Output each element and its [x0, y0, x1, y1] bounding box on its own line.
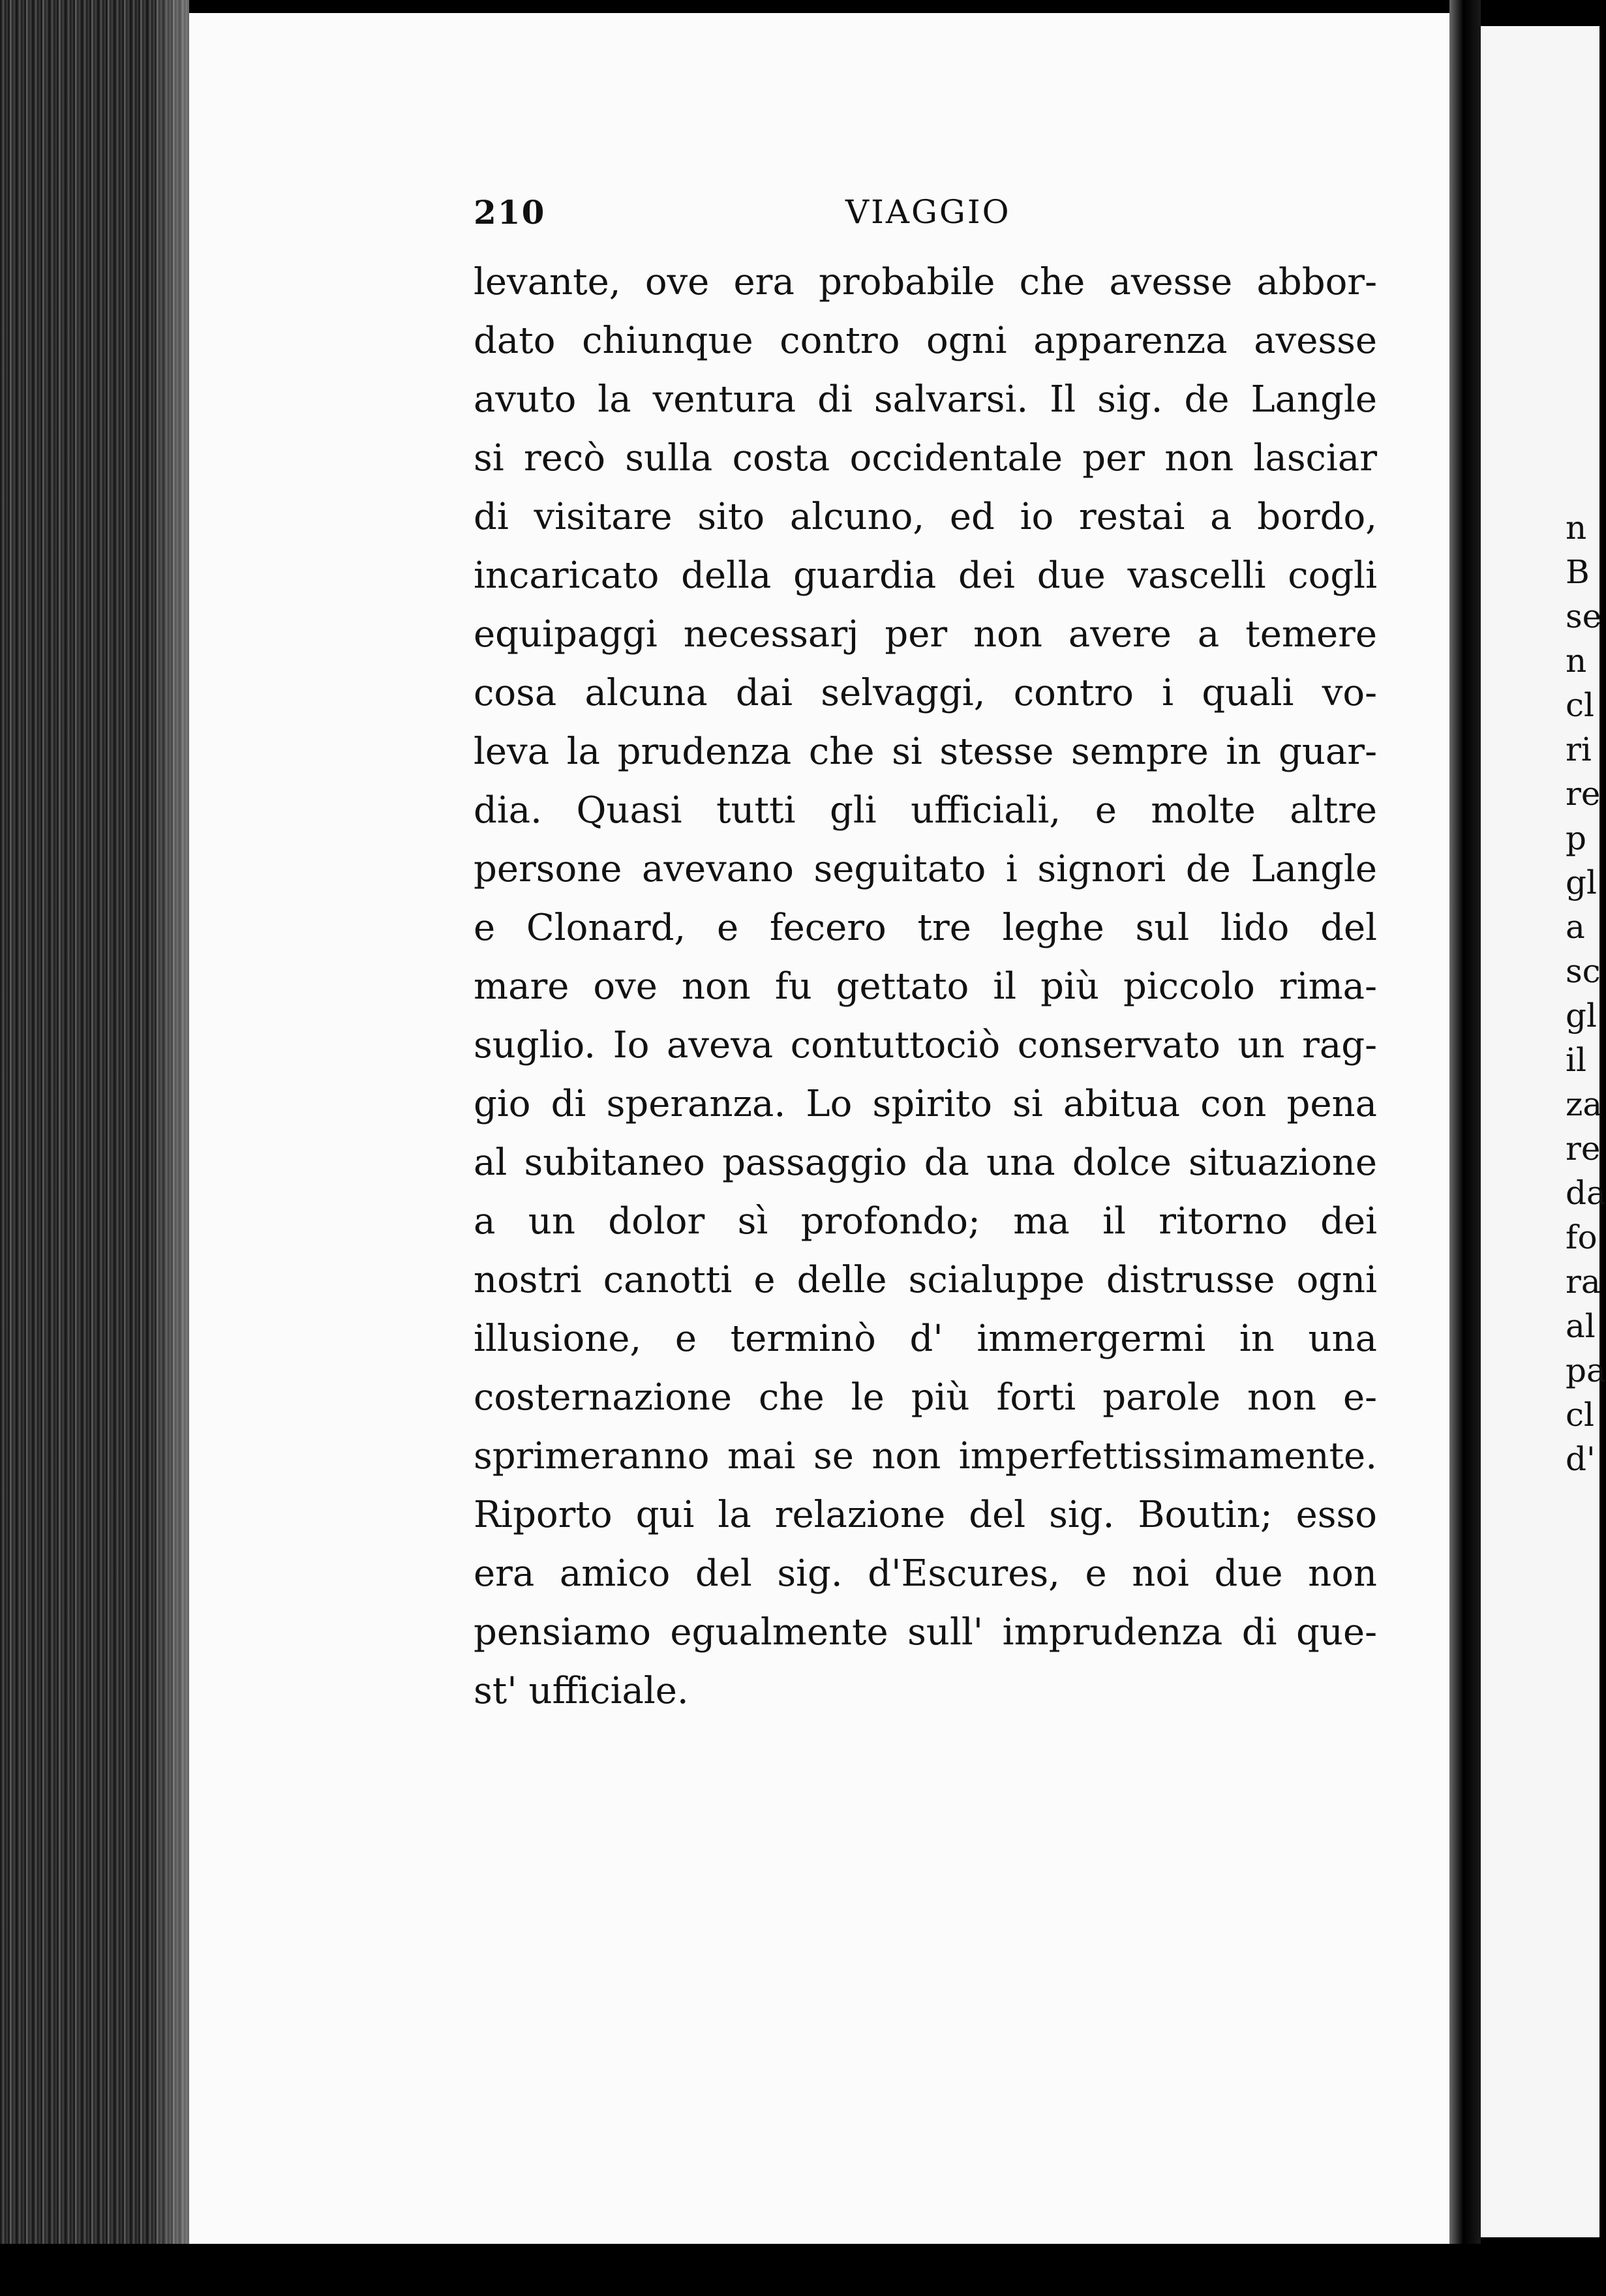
text-line: illusione, e terminò d' immergermi in una: [474, 1318, 1377, 1360]
facing-page-fragment: ri: [1566, 731, 1592, 768]
facing-page-fragment: gl: [1566, 864, 1597, 901]
facing-page-fragment: a: [1566, 908, 1585, 946]
text-line: levante, ove era probabile che avesse abbor-: [474, 261, 1377, 303]
text-line: leva la prudenza che si stesse sempre in guar-: [474, 731, 1377, 773]
facing-page-fragment: za: [1566, 1085, 1603, 1123]
page-number: 210: [474, 193, 546, 232]
text-line: si recò sulla costa occidentale per non lasciar: [474, 437, 1377, 479]
text-line: di visitare sito alcuno, ed io restai a bordo,: [474, 496, 1377, 538]
facing-page-fragment: d': [1566, 1440, 1596, 1478]
facing-page-fragment: ra: [1566, 1263, 1601, 1301]
text-line: persone avevano seguitato i signori de Langle: [474, 848, 1377, 890]
text-line: st' ufficiale.: [474, 1670, 689, 1712]
facing-page-fragment: cl: [1566, 686, 1594, 724]
text-line: dia. Quasi tutti gli ufficiali, e molte altre: [474, 789, 1377, 832]
text-line: gio di speranza. Lo spirito si abitua con pena: [474, 1083, 1377, 1125]
text-line: pensiamo egualmente sull' imprudenza di que-: [474, 1611, 1377, 1654]
facing-page-fragment: re: [1566, 1130, 1601, 1168]
text-line: cosa alcuna dai selvaggi, contro i quali vo-: [474, 672, 1377, 714]
text-line: mare ove non fu gettato il più piccolo rima-: [474, 965, 1377, 1008]
text-line: nostri canotti e delle scialuppe distrusse ogni: [474, 1259, 1377, 1301]
scan-border: [0, 2244, 1599, 2296]
text-line: equipaggi necessarj per non avere a temere: [474, 613, 1377, 656]
facing-page-fragment: n: [1566, 642, 1587, 680]
text-line: incaricato della guardia dei due vascelli cogli: [474, 554, 1377, 597]
text-line: sprimeranno mai se non imperfettissimamente.: [474, 1435, 1377, 1477]
facing-page-fragment: cl: [1566, 1396, 1594, 1434]
text-line: e Clonard, e fecero tre leghe sul lido del: [474, 907, 1377, 949]
facing-page-fragment: il: [1566, 1041, 1586, 1079]
facing-page-fragment: da: [1566, 1174, 1606, 1212]
facing-page-fragment: fo: [1566, 1218, 1598, 1256]
text-line: a un dolor sì profondo; ma il ritorno dei: [474, 1200, 1377, 1243]
facing-page-fragment: pa: [1566, 1352, 1606, 1389]
book-fore-edge: [0, 0, 189, 2296]
text-line: era amico del sig. d'Escures, e noi due non: [474, 1552, 1377, 1595]
facing-page-fragment: sc: [1566, 952, 1601, 990]
text-line: avuto la ventura di salvarsi. Il sig. de Langle: [474, 378, 1377, 421]
facing-page-fragment: gl: [1566, 997, 1597, 1035]
text-line: dato chiunque contro ogni apparenza avesse: [474, 320, 1377, 362]
running-head: [474, 193, 1377, 239]
facing-page-fragment: p: [1566, 819, 1587, 857]
facing-page-fragment: re: [1566, 775, 1601, 813]
page-gutter: [1449, 0, 1481, 2270]
facing-page-fragment: al: [1566, 1307, 1596, 1345]
running-title: VIAGGIO: [845, 193, 1011, 231]
body-text: [474, 253, 1377, 1721]
facing-page-fragment: B: [1566, 553, 1590, 591]
text-line: costernazione che le più forti parole non e-: [474, 1376, 1377, 1419]
facing-page-fragment: n: [1566, 509, 1587, 547]
text-line: suglio. Io aveva contuttociò conservato un rag-: [474, 1024, 1377, 1066]
facing-page-fragment: se: [1566, 597, 1602, 635]
text-line: Riporto qui la relazione del sig. Boutin; esso: [474, 1494, 1377, 1536]
text-line: al subitaneo passaggio da una dolce situazione: [474, 1141, 1377, 1184]
